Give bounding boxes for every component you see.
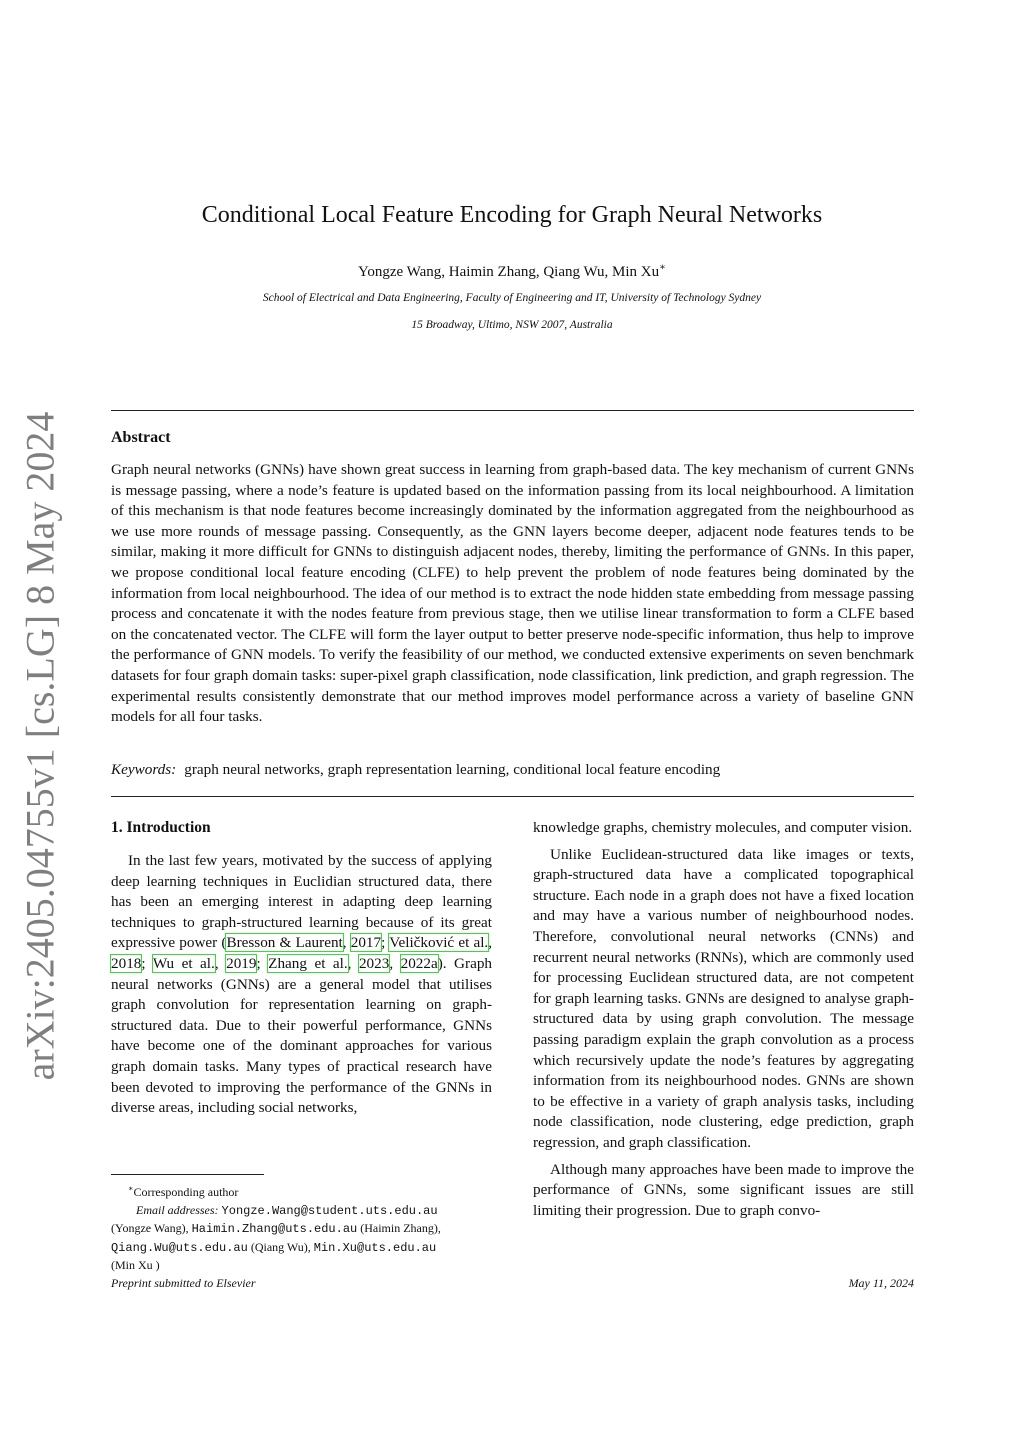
keywords-text: graph neural networks, graph representation learning, conditional local feature encoding <box>184 761 721 778</box>
intro-paragraph-1 <box>111 851 492 1119</box>
citation-link-zhang-2023[interactable]: 2023 <box>358 954 390 972</box>
section-heading-introduction: 1. Introduction <box>111 819 211 836</box>
intro-paragraph-1-text-continued: ). Graph neural networks (GNNs) are a general model that utilises graph convolution for representation learning on graph-structured data. Due to their powerful performance, GNNs have become one of the dominant approaches for various graph domain tasks. Many types of practical research have been devoted to improving the performance of the GNNs in diverse areas, including social networks, <box>111 954 493 1117</box>
citation-link-bresson-year[interactable]: 2017 <box>350 934 382 952</box>
keywords-line <box>111 760 914 780</box>
paper-title: Conditional Local Feature Encoding for Graph Neural Networks <box>201 202 823 228</box>
intro-paragraph-3: Although many approaches have been made to improve the performance of GNNs, some significant issues are still limiting their progression. Due to graph convo- <box>533 1160 914 1219</box>
email-link-yongze[interactable]: Yongze.Wang@student.uts.edu.au <box>221 1203 438 1218</box>
citation-link-zhang[interactable]: Zhang et al. <box>268 954 348 972</box>
footnote-email-line-4 <box>111 1257 492 1275</box>
email-link-qiang[interactable]: Qiang.Wu@uts.edu.au <box>111 1240 248 1255</box>
footer-date: May 11, 2024 <box>848 1276 914 1290</box>
keywords-label: Keywords: <box>111 761 177 778</box>
citation-separator: , <box>389 954 401 972</box>
intro-paragraph-1-continued: knowledge graphs, chemistry molecules, and computer vision. <box>533 819 913 836</box>
footnote-email-line-2 <box>111 1220 492 1239</box>
citation-link-bresson[interactable]: Bresson & Laurent <box>226 934 343 952</box>
citation-separator: ; <box>141 954 153 972</box>
corresponding-author-mark: ∗ <box>659 262 666 273</box>
email-link-haimin[interactable]: Haimin.Zhang@uts.edu.au <box>191 1222 358 1236</box>
citation-separator: , <box>342 934 351 952</box>
footnote-email-line-3 <box>111 1239 492 1258</box>
intro-paragraph-2: Unlike Euclidean-structured data like images or texts, graph-structured data have a complicated topographical structure. Each node in a graph does not have a fixed location and may have a various number of neighbourhood nodes. Therefore, convolutional neural networks (CNNs) and recurrent neural networks (RNNs), which are commonly used for processing Euclidean structured data, are not competent for graph learning tasks. GNNs are designed to analyse graph-structured data by using graph convolution. The message passing paradigm explain the graph convolution as a process which recursively update the node’s features by aggregating information from its neighbourhood nodes. GNNs are shown to be effective in a variety of graph analysis tasks, including node classification, node clustering, edge prediction, graph regression, and graph classification. <box>533 845 914 1151</box>
abstract-heading: Abstract <box>111 429 171 446</box>
author-list <box>0 262 1024 281</box>
abstract-bottom-rule <box>111 796 914 797</box>
citation-link-velickovic-year[interactable]: 2018 <box>111 954 142 972</box>
abstract-body: Graph neural networks (GNNs) have shown great success in learning from graph-based data. The key mechanism of current GNNs is message passing, where a node’s feature is updated based on the information passing from its local neighbourhood. A limitation of this mechanism is that node features become increasingly dominated by the information aggregated from the neighbourhood as we use more rounds of message passing. Consequently, as the GNN layers become deeper, adjacent node features tends to be similar, making it more difficult for GNNs to distinguish adjacent nodes, thereby, limiting the performance of GNNs. In this paper, we propose conditional local feature encoding (CLFE) to help prevent the problem of node features being dominated by the information from local neighbourhood. The idea of our method is to extract the node hidden state embedding from message passing process and concatenate it with the nodes feature from previous stage, then we utilise linear transformation to form a CLFE based on the concatenated vector. The CLFE will form the layer output to better preserve node-specific information, thus help to improve the performance of GNN models. To verify the feasibility of our method, we conducted extensive experiments on seven benchmark datasets for four graph domain tasks: super-pixel graph classification, node classification, link prediction, and graph regression. The experimental results consistently demonstrate that our method improves model performance across a variety of baseline GNN models for all four tasks. <box>111 461 914 726</box>
footer-preprint-note: Preprint submitted to Elsevier <box>111 1276 256 1290</box>
footnote-rule <box>111 1174 264 1175</box>
footnote-corresponding <box>111 1180 492 1202</box>
left-column <box>111 818 492 1119</box>
footnote <box>111 1180 492 1275</box>
footnote-corresponding-text: Corresponding author <box>133 1185 239 1199</box>
author-names: Yongze Wang, Haimin Zhang, Qiang Wu, Min Xu <box>358 264 660 280</box>
citation-separator: ; <box>381 934 390 952</box>
email-link-min[interactable]: Min.Xu@uts.edu.au <box>313 1240 437 1255</box>
citation-link-zhang-2022a[interactable]: 2022a <box>400 954 438 972</box>
email-addresses-label: Email addresses: <box>136 1202 219 1217</box>
footnote-email-line-1 <box>111 1202 492 1221</box>
affiliation-line-2: 15 Broadway, Ultimo, NSW 2007, Australia <box>411 319 613 331</box>
abstract-top-rule <box>111 410 914 411</box>
citation-separator: , <box>214 954 227 972</box>
right-column <box>533 818 914 1221</box>
affiliation-line-1: School of Electrical and Data Engineering, Faculty of Engineering and IT, University of Technology Sydney <box>262 292 762 304</box>
citation-link-velickovic[interactable]: Veličković et al. <box>389 934 489 952</box>
citation-link-wu[interactable]: Wu et al. <box>152 954 215 972</box>
citation-link-wu-year[interactable]: 2019 <box>226 954 257 972</box>
arxiv-stamp-text: arXiv:2405.04755v1 [cs.LG] 8 May 2024 <box>17 411 63 1081</box>
intro-paragraph-1-text: In the last few years, motivated by the success of applying deep learning techniques in Euclidian structured data, there has been an emerging interest in adapting deep learning techniques to graph-structured learning because of its great expressive power ( <box>111 852 492 952</box>
email-owner-haimin: (Haimin Zhang), <box>360 1221 441 1235</box>
citation-separator: , <box>347 954 359 972</box>
email-owner-qiang: (Qiang Wu), <box>250 1239 311 1254</box>
citation-separator: ; <box>256 954 269 972</box>
citation-separator: , <box>488 934 493 952</box>
email-owner-min: (Min Xu ) <box>111 1258 160 1272</box>
footnote-mark: ∗ <box>128 1184 134 1193</box>
email-owner-yongze: (Yongze Wang), <box>111 1221 189 1235</box>
